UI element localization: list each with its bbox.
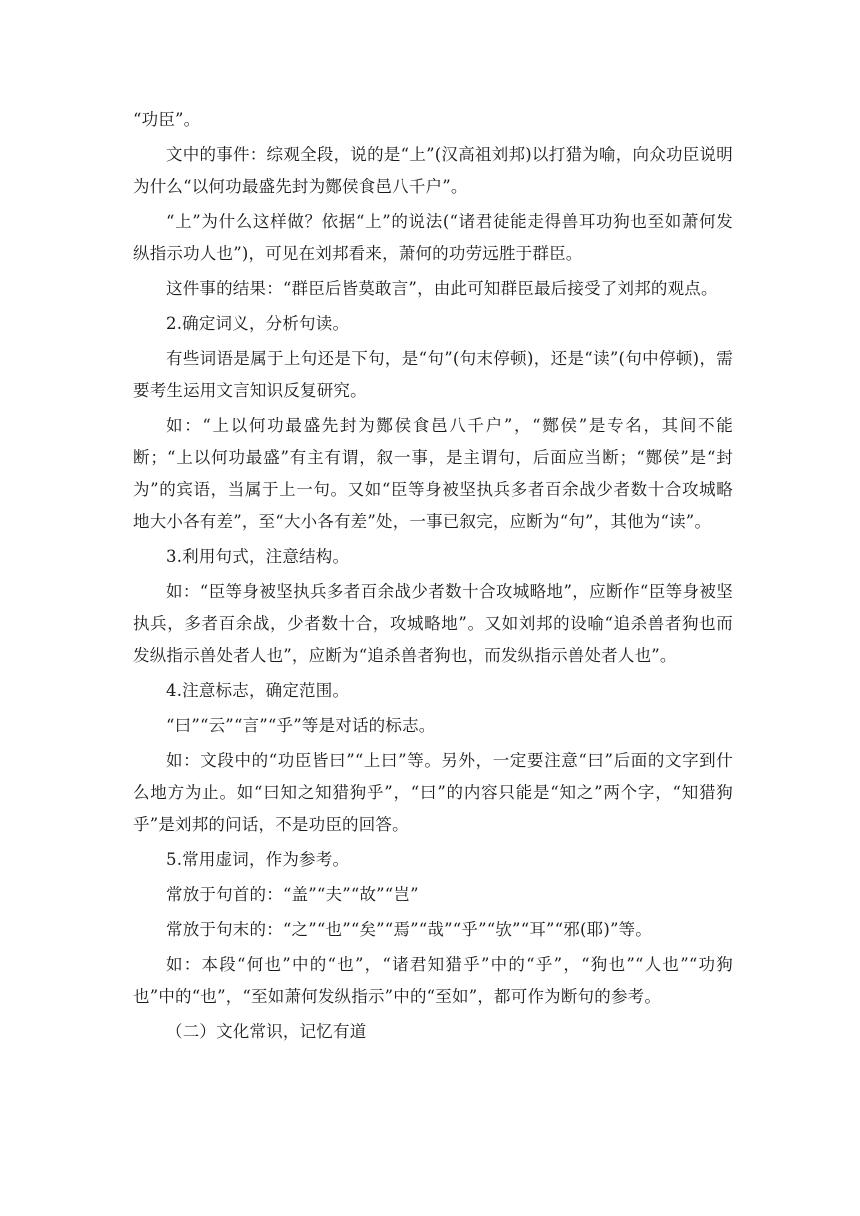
section-heading-culture: （二）文化常识，记忆有道: [166, 1022, 367, 1041]
paragraph-continuation: “功臣”。: [133, 110, 201, 129]
paragraph-ju-du: 有些词语是属于上句还是下句，是“句”(句末停顿)，还是“读”(句中停顿)，需要考生运用文言知识反复研究。: [133, 349, 733, 400]
paragraph-example-4: 如：本段“何也”中的“也”，“诸君知猎乎”中的“乎”，“狗也”“人也”“功狗也”中的“也”，“至如萧何发纵指示”中的“至如”，都可作为断句的参考。: [133, 955, 733, 1006]
paragraph-example-3: 如：文段中的“功臣皆曰”“上曰”等。另外，一定要注意“曰”后面的文字到什么地方为止。如“曰知之知猎狗乎”，“曰”的内容只能是“知之”两个字，“知猎狗乎”是刘邦的问话，不是功臣的回答。: [133, 751, 733, 834]
paragraph-dialogue-markers: “曰”“云”“言”“乎”等是对话的标志。: [166, 716, 436, 735]
heading-step-5: 5.常用虚词，作为参考。: [166, 850, 350, 869]
paragraph-sentence-initial: 常放于句首的：“盖”“夫”“故”“岂”: [166, 885, 419, 904]
paragraph-example-2: 如：“臣等身被坚执兵多者百余战少者数十合攻城略地”，应断作“臣等身被坚执兵，多者百余战，少者数十合，攻城略地”。又如刘邦的设喻“追杀兽者狗也而发纵指示兽处者人也”，应断为“追杀兽者狗也，而发纵指示兽处者人也”。: [133, 582, 733, 665]
paragraph-example-1: 如：“上以何功最盛先封为酂侯食邑八千户”，“酂侯”是专名，其间不能断；“上以何功最盛”有主有谓，叙一事，是主谓句，后面应当断；“酂侯”是“封为”的宾语，当属于上一句。又如“臣等身被坚执兵多者百余战少者数十合攻城略地大小各有差”，至“大小各有差”处，一事已叙完，应断为“句”，其他为“读”。: [133, 416, 733, 531]
heading-step-2: 2.确定词义，分析句读。: [166, 314, 350, 333]
paragraph-event: 文中的事件：综观全段，说的是“上”(汉高祖刘邦)以打猎为喻，向众功臣说明为什么“以何功最盛先封为酂侯食邑八千户”。: [133, 145, 733, 196]
paragraph-sentence-final: 常放于句末的：“之”“也”“矣”“焉”“哉”“乎”“欤”“耳”“邪(耶)”等。: [166, 920, 653, 939]
paragraph-result: 这件事的结果：“群臣后皆莫敢言”，由此可知群臣最后接受了刘邦的观点。: [166, 279, 718, 298]
heading-step-4: 4.注意标志，确定范围。: [166, 681, 350, 700]
paragraph-reason: “上”为什么这样做？依据“上”的说法(“诸君徒能走得兽耳功狗也至如萧何发纵指示功人也”)，可见在刘邦看来，萧何的功劳远胜于群臣。: [133, 212, 733, 263]
document-body: [133, 104, 733, 1051]
heading-step-3: 3.利用句式，注意结构。: [166, 547, 350, 566]
